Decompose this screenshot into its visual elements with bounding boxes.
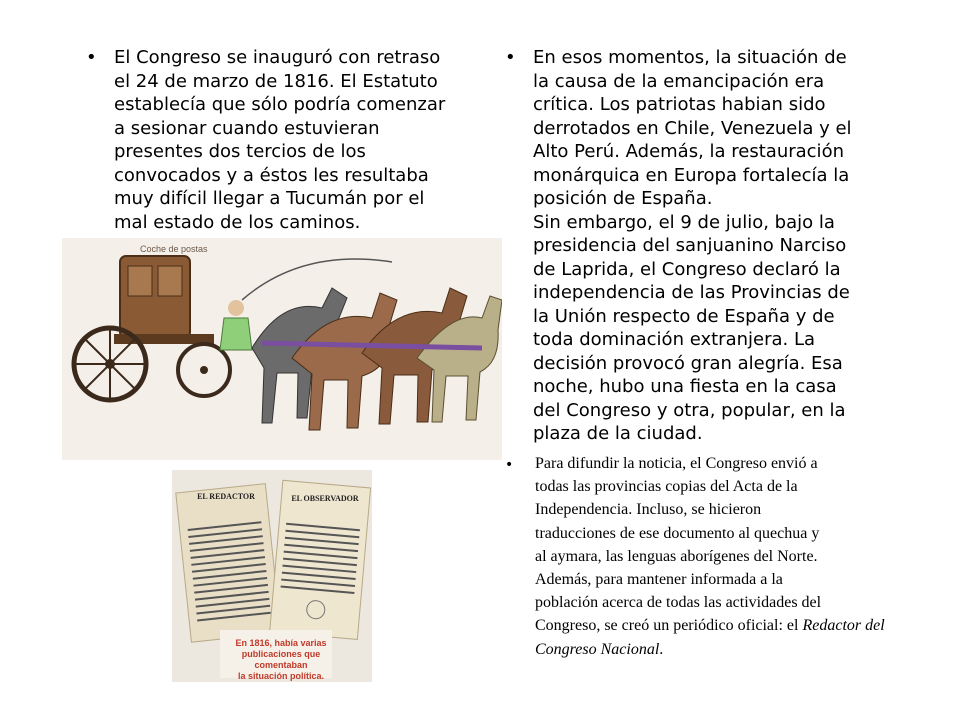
stagecoach-illustration bbox=[62, 238, 502, 460]
paragraph-text bbox=[535, 452, 895, 661]
stagecoach-drawing bbox=[62, 238, 502, 460]
coach-caption: Coche de postas bbox=[140, 244, 208, 254]
bullet-paragraph-news-spread bbox=[505, 452, 895, 661]
papers-caption: En 1816, había varias publicaciones que comentaban la situación política. bbox=[235, 638, 327, 681]
paragraph-text: El Congreso se inauguró con retraso el 24 de marzo de 1816. El Estatuto establecía que sólo podría comenzar a sesionar cuando estuvieran presentes dos tercios de los convocados y a éstos les resultaba muy difícil llegar a Tucumán por el mal estado de los caminos. bbox=[114, 47, 446, 233]
bullet-paragraph-congress-opening bbox=[86, 46, 476, 234]
paragraph-text: En esos momentos, la situación de la causa de la emancipación era crítica. Los patriotas habian sido derrotados en Chile, Venezuela y el Alto Perú. Además, la restauración monárquica en Europa fortalecía la posición de España. Sin embargo, el 9 de julio, bajo la presidencia del sanjuanino Narciso de Laprida, el Congreso declaró la independencia de las Provincias de la Unión respecto de España y de toda dominación extranjera. La decisión provocó gran alegría. Esa noche, hubo una fiesta en la casa del Congreso y otra, popular, en la plaza de la ciudad. bbox=[533, 47, 852, 444]
paragraph-body: Para difundir la noticia, el Congreso envió a todas las provincias copias del Acta de la Independencia. Incluso, se hicieron traducciones de ese documento al quechua y al aymara, las lenguas aborígenes del Norte. Además, para mantener informada a la población acerca de todas las actividades del Congreso, se creó un periódico oficial: el bbox=[535, 455, 822, 635]
paper1-title: EL REDACTOR bbox=[197, 492, 255, 501]
bullet-paragraph-independence bbox=[505, 46, 905, 446]
bullet-icon: • bbox=[505, 47, 516, 68]
paragraph-end: . bbox=[659, 640, 664, 658]
bullet-icon: • bbox=[505, 457, 514, 473]
paper2-title: EL OBSERVADOR bbox=[291, 494, 359, 503]
newspaper-name: Redactor del Congreso Nacional bbox=[535, 617, 885, 658]
bullet-icon: • bbox=[86, 47, 97, 68]
